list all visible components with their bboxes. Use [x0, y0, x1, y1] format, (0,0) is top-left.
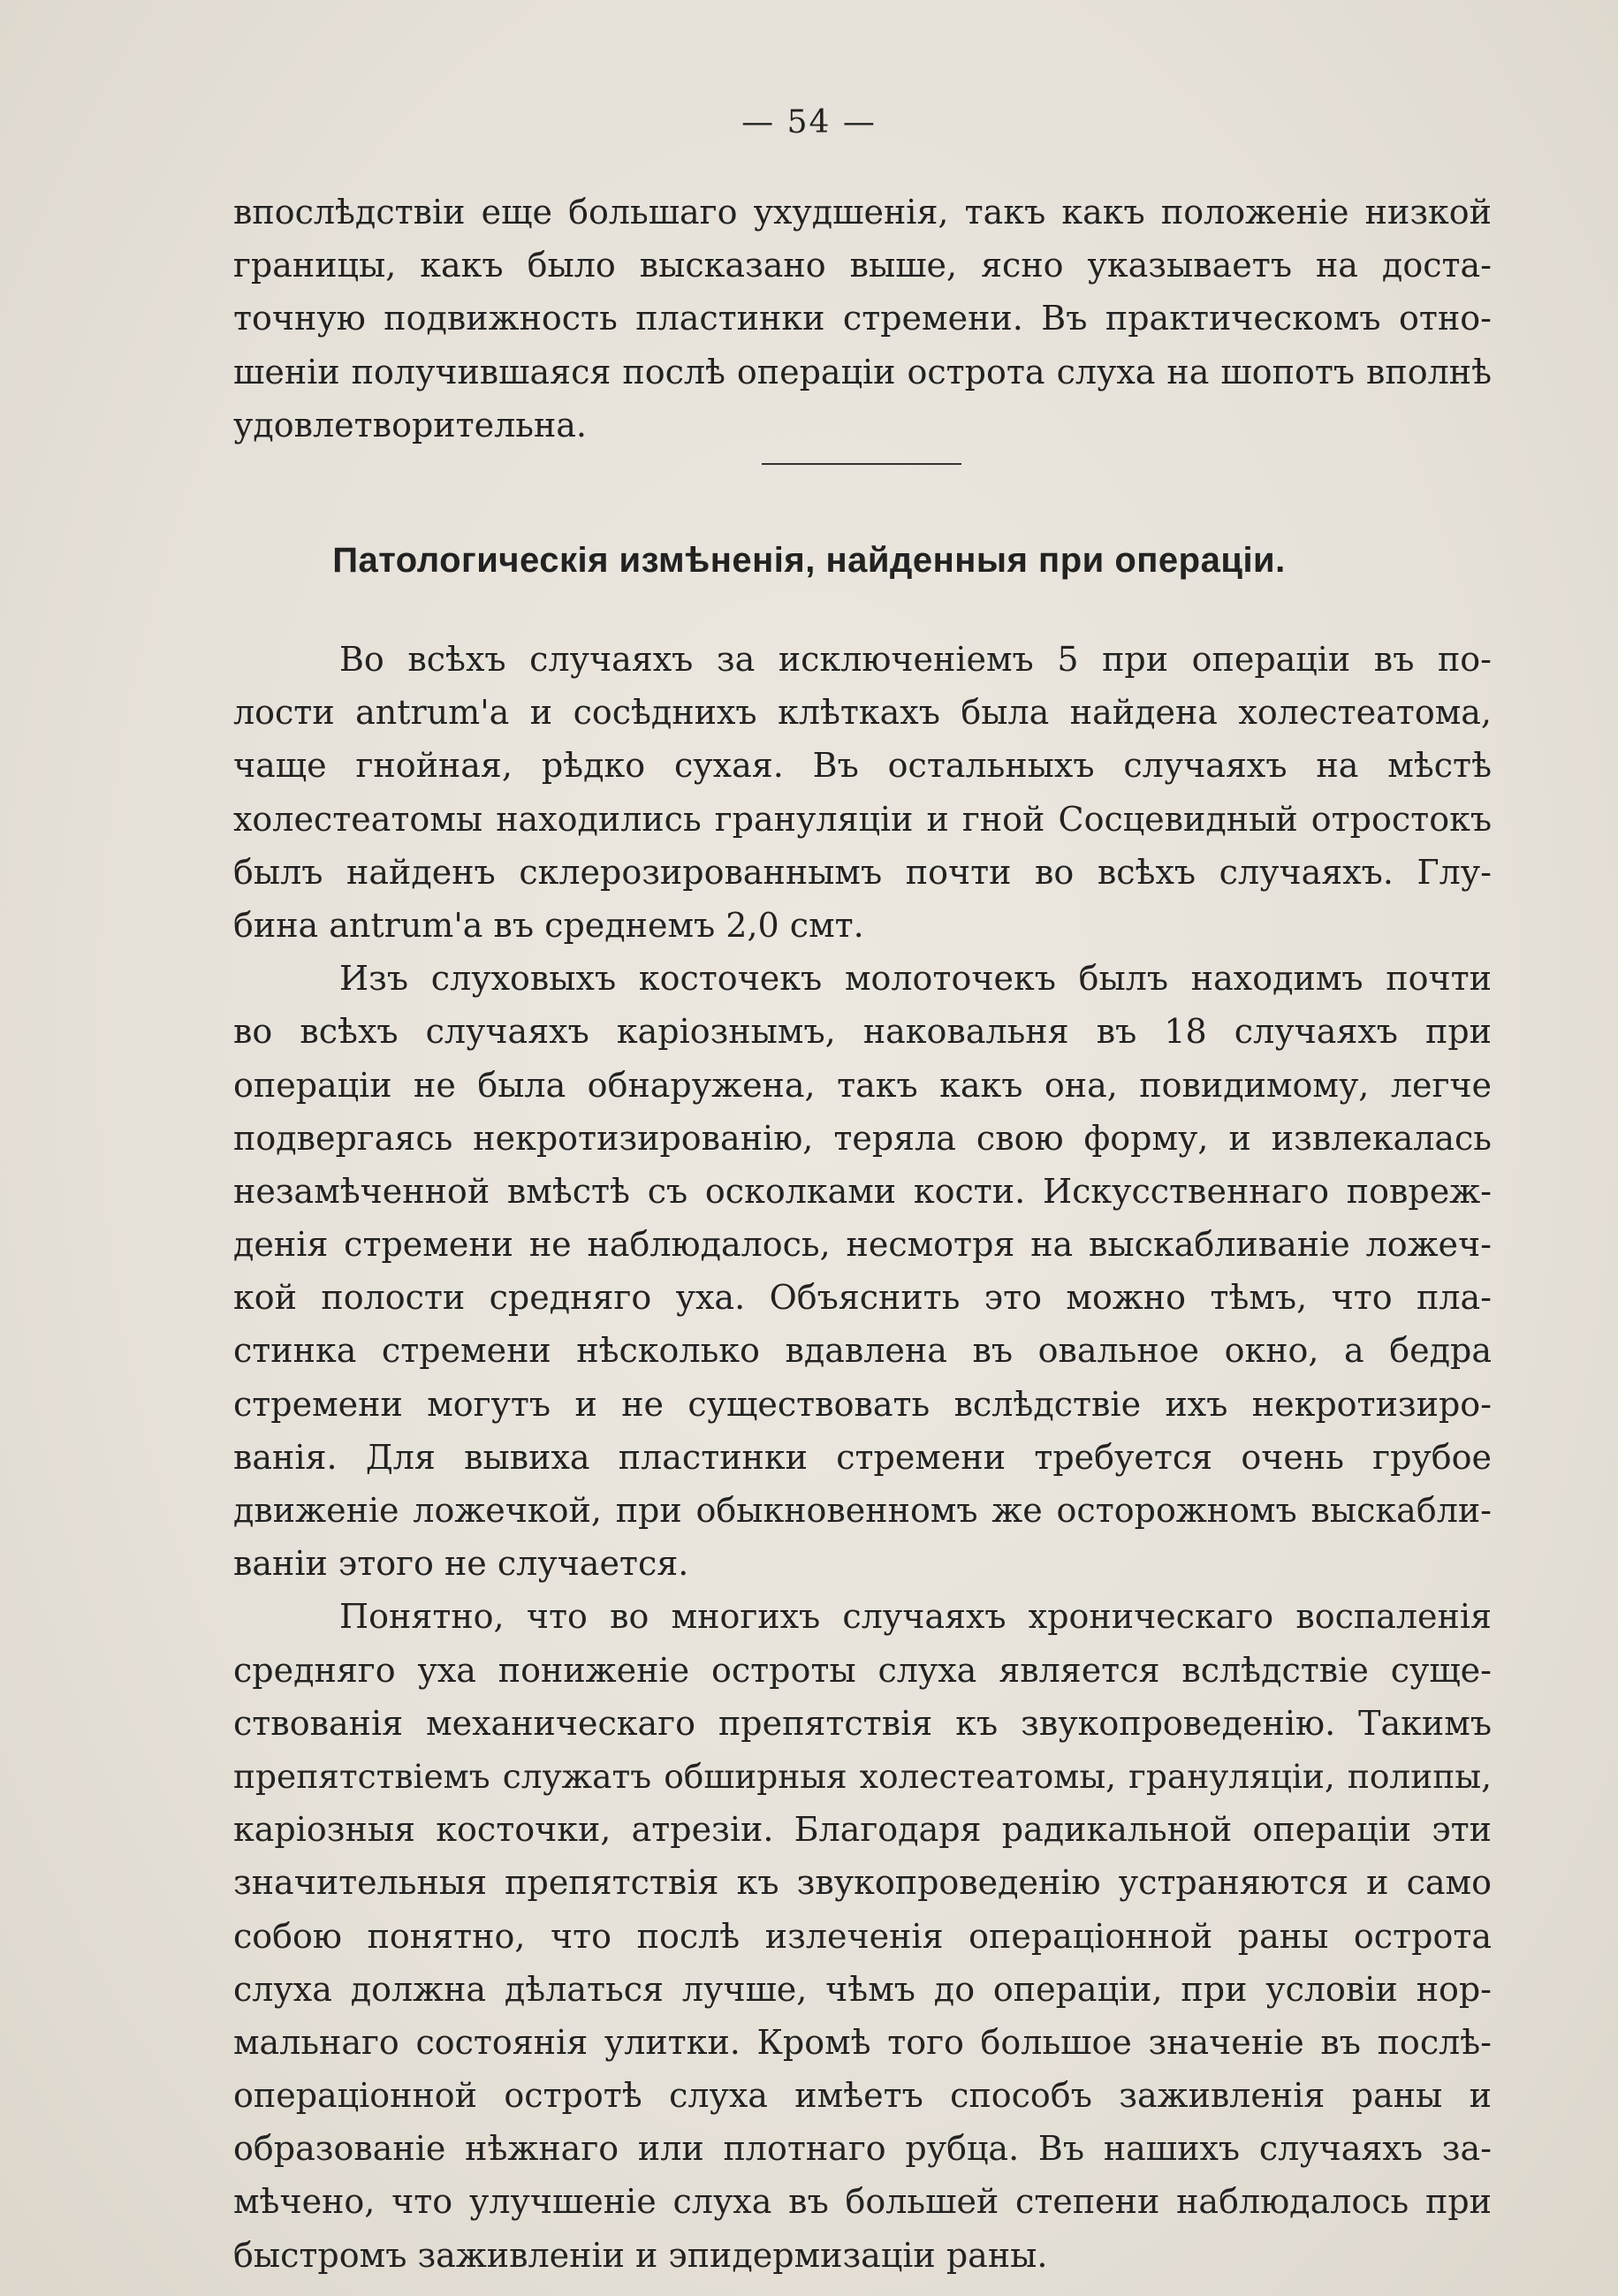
text-line: каріозныя косточки, атрезіи. Благодаря радикальной операціи эти	[233, 1810, 1492, 1850]
page-number: — 54 —	[741, 104, 877, 141]
text-line: лости antrum'а и сосѣднихъ клѣткахъ была найдена холестеатома,	[233, 693, 1492, 733]
text-line: подвергаясь некротизированію, теряла свою форму, и извлекалась	[233, 1118, 1492, 1158]
text-line: незамѣченной вмѣстѣ съ осколками кости. Искусственнаго повреж-	[233, 1171, 1492, 1211]
text-line: холестеатомы находились грануляціи и гной Сосцевидный отростокъ	[233, 799, 1492, 839]
text-line: впослѣдствіи еще большаго ухудшенія, такъ какъ положеніе низкой	[233, 193, 1492, 232]
text-line: мѣчено, что улучшеніе слуха въ большей степени наблюдалось при	[233, 2182, 1492, 2222]
text-line: собою понятно, что послѣ излеченія операціонной раны острота	[233, 1916, 1492, 1956]
text-line: ваніи этого не случается.	[233, 1544, 689, 1584]
body-text	[233, 633, 1492, 2282]
text-line: стремени могутъ и не существовать вслѣдствіе ихъ некротизиро-	[233, 1384, 1492, 1424]
text-line: препятствіемъ служатъ обширныя холестеатомы, грануляціи, полипы,	[233, 1756, 1492, 1796]
text-line: былъ найденъ склерозированнымъ почти во всѣхъ случаяхъ. Глу-	[233, 852, 1492, 892]
text-line: границы, какъ было высказано выше, ясно указываетъ на доста-	[233, 246, 1492, 285]
text-line: Во всѣхъ случаяхъ за исключеніемъ 5 при операціи въ по-	[339, 640, 1492, 679]
text-line: мальнаго состоянія улитки. Кромѣ того большое значеніе въ послѣ-	[233, 2022, 1492, 2062]
text-line: кой полости средняго уха. Объяснить это можно тѣмъ, что пла-	[233, 1278, 1492, 1318]
text-line: движеніе ложечкой, при обыкновенномъ же осторожномъ выскабли-	[233, 1491, 1492, 1530]
text-line: стинка стремени нѣсколько вдавлена въ овальное окно, а бедра	[233, 1331, 1492, 1371]
text-line: во всѣхъ случаяхъ каріознымъ, наковальня въ 18 случаяхъ при	[233, 1012, 1492, 1052]
text-line: точную подвижность пластинки стремени. Въ практическомъ отно-	[233, 299, 1492, 338]
text-line: шеніи получившаяся послѣ операціи острота слуха на шопотъ вполнѣ	[233, 352, 1492, 392]
intro-paragraph	[233, 186, 1492, 452]
text-line: денія стремени не наблюдалось, несмотря на выскабливаніе ложеч-	[233, 1225, 1492, 1265]
text-line: ванія. Для вывиха пластинки стремени требуется очень грубое	[233, 1437, 1492, 1477]
text-line: Изъ слуховыхъ косточекъ молоточекъ былъ находимъ почти	[339, 959, 1492, 999]
text-line: слуха должна дѣлаться лучше, чѣмъ до операціи, при условіи нор-	[233, 1969, 1492, 2009]
section-divider	[762, 463, 961, 465]
text-line: бина antrum'а въ среднемъ 2,0 смт.	[233, 905, 864, 945]
text-line: Понятно, что во многихъ случаяхъ хроническаго воспаленія	[339, 1597, 1492, 1637]
text-line: быстромъ заживленіи и эпидермизаціи раны.	[233, 2235, 1048, 2275]
text-line: операціи не была обнаружена, такъ какъ она, повидимому, легче	[233, 1065, 1492, 1105]
text-line: образованіе нѣжнаго или плотнаго рубца. Въ нашихъ случаяхъ за-	[233, 2129, 1492, 2169]
text-line: операціонной остротѣ слуха имѣетъ способъ заживленія раны и	[233, 2076, 1492, 2116]
text-line: удовлетворительна.	[233, 405, 588, 445]
text-line: средняго уха пониженіе остроты слуха является вслѣдствіе суще-	[233, 1650, 1492, 1690]
text-line: значительныя препятствія къ звукопроведенію устраняются и само	[233, 1863, 1492, 1903]
text-line: чаще гнойная, рѣдко сухая. Въ остальныхъ случаяхъ на мѣстѣ	[233, 746, 1492, 786]
text-line: ствованія механическаго препятствія къ звукопроведенію. Такимъ	[233, 1703, 1492, 1743]
section-heading: Патологическія измѣненія, найденныя при операціи.	[332, 541, 1286, 580]
